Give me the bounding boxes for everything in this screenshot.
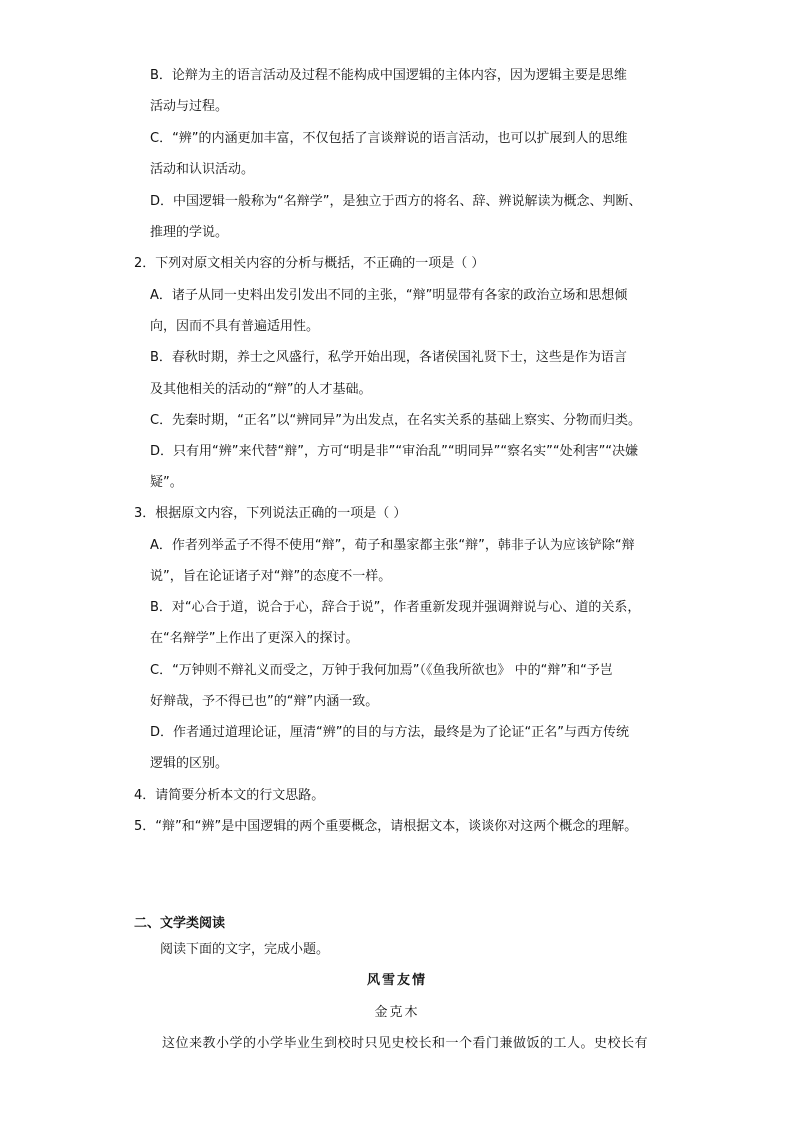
q3-option-b-line1: B．对“心合于道，说合于心，辞合于说”，作者重新发现并强调辩说与心、道的关系，	[150, 600, 641, 615]
article-author: 金克木	[374, 1005, 420, 1020]
q2-option-a-line2: 向，因而不具有普遍适用性。	[150, 319, 320, 334]
section-2-heading: 二、文学类阅读	[134, 916, 226, 931]
q3-option-c-line2: 好辩哉，予不得已也”的“辩”内涵一致。	[150, 694, 379, 709]
q2-option-a-line1: A．诸子从同一史料出发引发出不同的主张，“辩”明显带有各家的政治立场和思想倾	[150, 288, 628, 303]
q2-option-c-line1: C．先秦时期，“正名”以“辨同异”为出发点，在名实关系的基础上察实、分物而归类。	[150, 413, 642, 428]
q1-option-b-line2: 活动与过程。	[150, 99, 229, 114]
q1-option-c-line2: 活动和认识活动。	[150, 162, 255, 177]
q3-option-b-line2: 在“名辩学”上作出了更深入的探讨。	[150, 631, 359, 646]
question-3: 3．根据原文内容，下列说法正确的一项是（ ）	[134, 506, 407, 521]
q1-option-c-line1: C．“辨”的内涵更加丰富，不仅包括了言谈辩说的语言活动，也可以扩展到人的思维	[150, 131, 628, 146]
question-5: 5．“辩”和“辨”是中国逻辑的两个重要概念，请根据文本，谈谈你对这两个概念的理解。	[134, 819, 638, 834]
q1-option-d-line2: 推理的学说。	[150, 225, 229, 240]
q3-option-c-line1: C．“万钟则不辩礼义而受之，万钟于我何加焉”（《鱼我所欲也》 中的“辩”和“予岂	[150, 663, 613, 678]
question-4: 4．请简要分析本文的行文思路。	[134, 788, 325, 803]
q3-option-d-line2: 逻辑的区别。	[150, 756, 229, 771]
q3-option-a-line1: A．作者列举孟子不得不使用“辩”，荀子和墨家都主张“辩”，韩非子认为应该铲除“辩	[150, 538, 635, 553]
article-body-line1: 这位来教小学的小学毕业生到校时只见史校长和一个看门兼做饭的工人。史校长有	[162, 1036, 649, 1051]
q3-option-a-line2: 说”，旨在论证诸子对“辩”的态度不一样。	[150, 569, 392, 584]
q2-option-b-line2: 及其他相关的活动的“辩”的人才基础。	[150, 382, 372, 397]
q2-option-b-line1: B．春秋时期，养士之风盛行，私学开始出现，各诸侯国礼贤下士，这些是作为语言	[150, 350, 627, 365]
q2-option-d-line2: 疑”。	[150, 475, 183, 490]
article-title: 风雪友情	[366, 973, 427, 988]
q1-option-d-line1: D．中国逻辑一般称为“名辩学”，是独立于西方的将名、辞、辨说解读为概念、判断、	[150, 194, 642, 209]
question-2: 2．下列对原文相关内容的分析与概括，不正确的一项是（ ）	[134, 256, 485, 271]
q2-option-d-line1: D．只有用“辨”来代替“辩”，方可“明是非”“审治乱”“明同异”“察名实”“处利害”“决嫌	[150, 444, 639, 459]
q1-option-b-line1: B．论辩为主的语言活动及过程不能构成中国逻辑的主体内容，因为逻辑主要是思维	[150, 68, 627, 83]
q3-option-d-line1: D．作者通过道理论证，厘清“辨”的目的与方法，最终是为了论证“正名”与西方传统	[150, 725, 629, 740]
reading-instruction: 阅读下面的文字，完成小题。	[160, 942, 330, 957]
